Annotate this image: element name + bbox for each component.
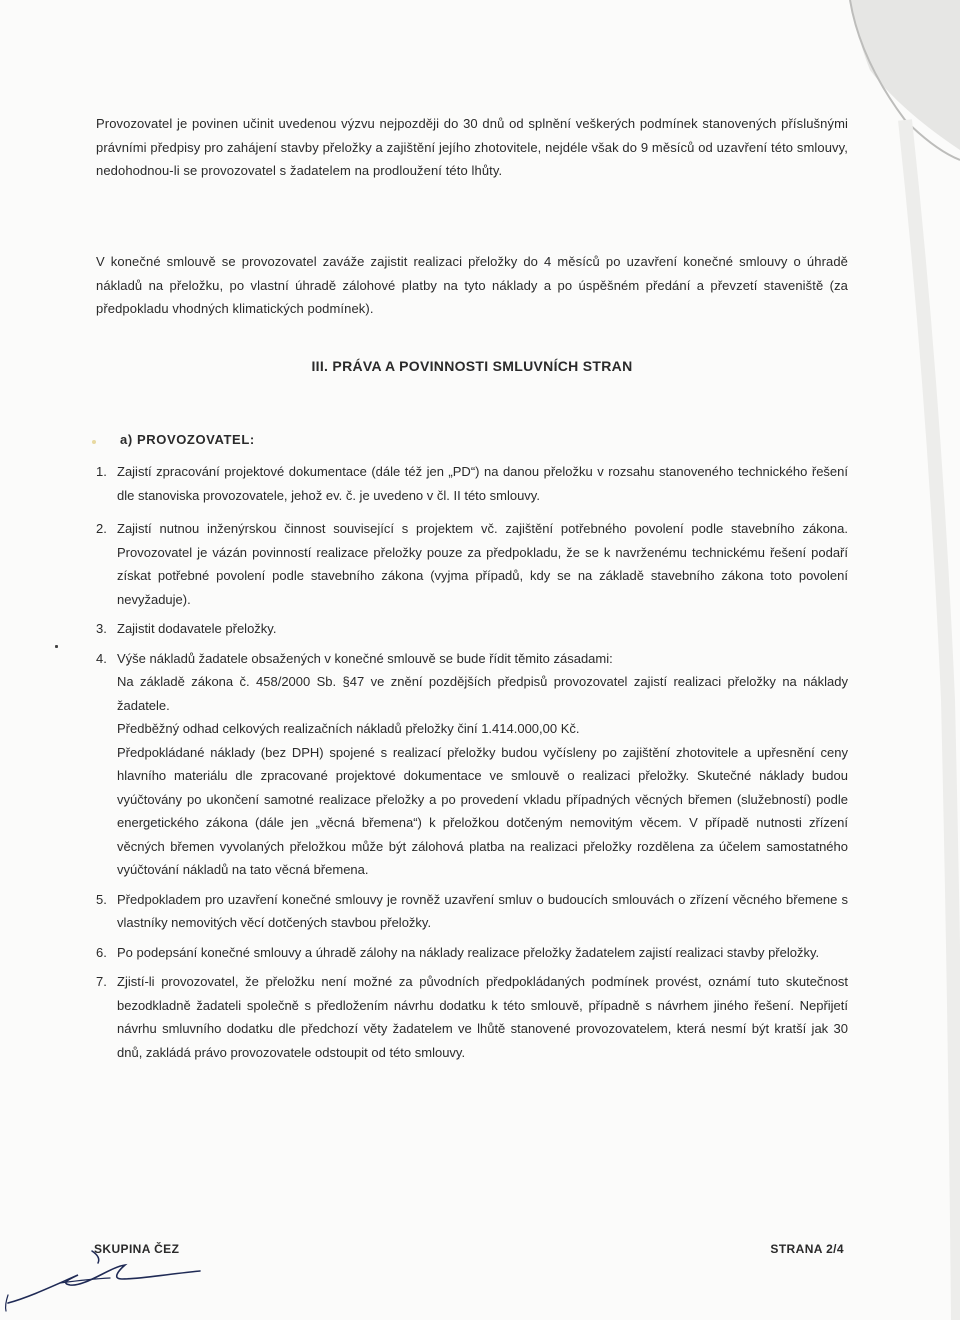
item-list <box>96 460 848 1064</box>
item-4-basis: Na základě zákona č. 458/2000 Sb. §47 ve znění pozdějších předpisů provozovatel zajistí realizaci přeložky na náklady žadatele. <box>117 674 848 713</box>
intro-text-1: Provozovatel je povinen učinit uvedenou výzvu nejpozději do 30 dnů od splnění veškerých podmínek stanovených příslušnými právními předpisy pro zahájení stavby přeložky a zajištění jejího zhotovitele, nejdéle však do 9 měsíců od uzavření této smlouvy, nedohodnou-li se provozovatel s žadatelem na prodloužení této lhůty. <box>96 116 848 178</box>
item-text: Zjistí-li provozovatel, že přeložku není možné za původních předpokládaných podmínek provést, oznámí tuto skutečnost bezodkladně žadateli společně s předložením návrhu dodatku k této smlouvě, případně s návrhem jiného řešení. Nepřijetí návrhu smluvního dodatku dle předchozí věty žadatelem ve lhůtě stanovené provozovatelem, která nesmí být kratší jak 30 dnů, zakládá právo provozovatele odstoupit od této smlouvy. <box>117 974 848 1060</box>
item-text: Výše nákladů žadatele obsažených v konečné smlouvě se bude řídit těmito zásadami: <box>117 650 613 666</box>
footer-page-number: STRANA 2/4 <box>770 1242 844 1256</box>
item-text: Zajistí zpracování projektové dokumentace (dále též jen „PD“) na danou přeložku v rozsahu stanoveného technického řešení dle stanoviska provozovatele, jehož ev. č. je uvedeno v čl. II této smlouvy. <box>117 464 848 503</box>
item-4-estimate: Předběžný odhad celkových realizačních nákladů přeložky činí 1.414.000,00 Kč. <box>117 721 580 736</box>
item-4-details: Předpokládané náklady (bez DPH) spojené s realizací přeložky budou vyčísleny po zajištění zhotovitele a upřesnění ceny hlavního materiálu dle zpracované projektové dokumentace ve smlouvě o realizaci přeložky. Skutečné náklady budou vyúčtovány po ukončení samotné realizace přeložky a po provedení vkladu případných věcných břemen (služebností) podle energetického zákona (dále jen „věcná břemena“) k přeložkou dotčeným nemovitým věcem. V případě nutnosti zřízení věcných břemen vyvolaných přeložkou může být zálohová platba na realizaci přeložky rozdělena za účelem samostatného vyúčtování nákladů na tato věcná břemena. <box>117 744 848 877</box>
item-number: 2. <box>96 521 107 536</box>
section-subheading: a) PROVOZOVATEL: <box>120 432 255 447</box>
item-number: 4. <box>96 650 107 666</box>
list-item-5 <box>96 888 848 935</box>
list-item-7 <box>96 970 848 1064</box>
intro-paragraph-2 <box>96 250 848 321</box>
item-text: Po podepsání konečné smlouvy a úhradě zálohy na náklady realizace přeložky žadatelem zajistí realizaci stavby přeložky. <box>117 944 820 960</box>
item-number: 6. <box>96 944 107 960</box>
handwritten-signature <box>0 1245 240 1320</box>
footer-brand: SKUPINA ČEZ <box>94 1242 180 1256</box>
intro-text-2: V konečné smlouvě se provozovatel zaváže zajistit realizaci přeložky do 4 měsíců po uzavření konečné smlouvy o úhradě nákladů na přeložku, po vlastní úhradě zálohové platby na tyto náklady a po úspěšném předání a převzetí staveniště (za předpokladu vhodných klimatických podmínek). <box>96 254 848 316</box>
list-item-1 <box>96 460 848 507</box>
yellow-dot-mark <box>92 440 96 444</box>
scan-speck <box>55 645 58 648</box>
item-text: Předpokladem pro uzavření konečné smlouvy je rovněž uzavření smluv o budoucích smlouvách o zřízení věcného břemene s vlastníky nemovitých věcí dotčených stavbou přeložky. <box>117 891 848 930</box>
item-text: Zajistit dodavatele přeložky. <box>117 621 277 636</box>
section-heading: III. PRÁVA A POVINNOSTI SMLUVNÍCH STRAN <box>311 358 633 374</box>
list-item-6 <box>96 941 848 965</box>
item-number: 7. <box>96 974 107 989</box>
item-number: 1. <box>96 464 107 479</box>
item-text: Zajistí nutnou inženýrskou činnost související s projektem vč. zajištění potřebného povolení podle stavebního zákona. Provozovatel je vázán povinností realizace přeložky pouze za předpokladu, že se k navrženému technickému řešení podaří získat potřebné povolení podle stavebního zákona (vyjma případů, kdy se na základě stavebního zákona toto povolení nevyžaduje). <box>117 521 848 607</box>
item-number: 3. <box>96 621 107 636</box>
list-item-4 <box>96 647 848 882</box>
list-item-3 <box>96 617 848 641</box>
item-number: 5. <box>96 891 107 907</box>
intro-paragraph-1 <box>96 112 848 183</box>
list-item-2 <box>96 517 848 611</box>
